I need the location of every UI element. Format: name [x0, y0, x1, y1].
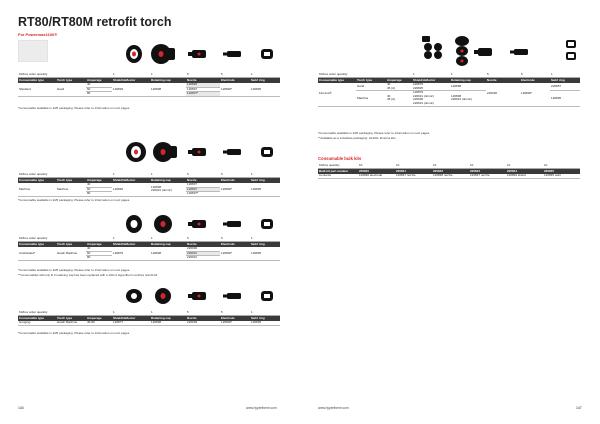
consumable-parts-illustration: [124, 140, 284, 164]
table-cell: 120830*: [220, 183, 250, 196]
bulk-kits-table: [318, 163, 580, 179]
table-note: *Consumable available in kit/5 packaging. Please refer to information on next pages.: [18, 198, 131, 202]
qty-cell: 5: [520, 72, 550, 78]
table-cell: 40: [86, 83, 112, 87]
table-cell: 120835: [250, 247, 280, 260]
qty-cell: 1: [150, 72, 186, 78]
table-cell: Hand: [356, 83, 386, 91]
table-cell: 120879: [112, 247, 150, 260]
table-cell: 60: [86, 87, 112, 92]
table-cell: 120835: [250, 83, 280, 96]
qty-cell: 10: [432, 163, 469, 169]
footer-url-right: www.hypertherm.com: [318, 406, 349, 410]
table-cell: 220879 220825: [412, 83, 450, 91]
table-cell: 120835: [250, 321, 280, 325]
qty-cell: 5: [220, 172, 250, 178]
table-cell: 120837: [186, 183, 220, 187]
table-cell: 120835: [250, 183, 280, 196]
table-cell: 120877: [112, 321, 150, 325]
page-subtitle: For Powermax1100®: [18, 32, 58, 37]
table-cell: 120837 nozzle: [395, 174, 432, 178]
table-cell: 40 45 (A): [386, 91, 412, 106]
table-cell: 120837: [186, 87, 220, 92]
table-cell: 120830*: [220, 321, 250, 325]
table-cell: Machine: [18, 183, 56, 196]
page-number-right: 147: [576, 406, 582, 410]
table-cell: Shielded: [18, 83, 56, 96]
col-header: Swirl ring: [550, 78, 580, 84]
consumable-parts-illustration: [124, 212, 284, 236]
col-header: Electrode: [220, 78, 250, 84]
qty-cell: 1: [150, 310, 186, 316]
table-cell: Hand/ Machine: [56, 321, 86, 325]
table-cell: 120838: [450, 83, 486, 91]
col-header: Shield/deflector: [112, 242, 150, 248]
qty-cell: 5: [220, 236, 250, 242]
col-header: Swirl ring: [250, 78, 280, 84]
col-header: Nozzle: [186, 316, 220, 322]
consumables-table-shielded: [18, 72, 280, 97]
col-header: 220841: [395, 169, 432, 175]
table-cell: 120838 220931 (ohmic): [450, 91, 486, 106]
table-cell: 120837*: [186, 92, 220, 97]
table-cell: 120840: [112, 183, 150, 196]
col-header: 220842: [432, 169, 469, 175]
consumable-parts-illustration: [418, 34, 582, 68]
col-header: Amperage: [386, 78, 412, 84]
table-cell: Gouging: [18, 321, 56, 325]
col-header: Amperage: [86, 316, 112, 322]
col-header: Consumable type: [18, 242, 56, 248]
qty-cell: 1: [112, 236, 150, 242]
col-header: Amperage: [86, 178, 112, 184]
qty-cell: 1: [412, 72, 450, 78]
table-note: *Consumable available in kit/5 packaging. Please refer to information on next pages.: [18, 268, 131, 272]
table-cell: 120838: [150, 321, 186, 325]
col-header: Swirl ring: [250, 178, 280, 184]
table-cell: 120830*: [220, 83, 250, 96]
table-cell: Hand/ Machine: [56, 247, 86, 260]
table-cell: Contents: [318, 174, 358, 178]
col-header: Torch type: [356, 78, 386, 84]
col-header: Amperage: [86, 78, 112, 84]
consumables-table-unshielded: [18, 236, 280, 261]
table-cell: 120838: [150, 247, 186, 260]
col-header: Retaining cap: [150, 316, 186, 322]
table-cell: 120879 220931 (ohmic) 220930 220931 (ohmic): [412, 91, 450, 106]
col-header: Torch type: [56, 316, 86, 322]
col-header: Consumable type: [18, 178, 56, 184]
qty-cell: 5: [220, 310, 250, 316]
col-header: Shield/deflector: [112, 178, 150, 184]
table-note: *Consumable available in kit/5 packaging. Please refer to information on next pages.: [18, 106, 131, 110]
col-header: Electrode: [220, 178, 250, 184]
table-cell: Hand: [56, 83, 86, 96]
qty-cell: 10: [543, 163, 580, 169]
qty-cell: 1: [112, 310, 150, 316]
qty-label: Kit/box order quantity: [18, 172, 112, 178]
table-cell: 40-80: [86, 321, 112, 325]
qty-cell: 1: [150, 236, 186, 242]
qty-cell: 1: [250, 236, 280, 242]
qty-label: Kit/box order quantity: [318, 72, 412, 78]
table-cell: 120837: [186, 187, 220, 192]
qty-cell: 5: [486, 72, 520, 78]
table-cell: 40: [86, 183, 112, 187]
table-cell: 220939: [186, 321, 220, 325]
col-header: 220844: [506, 169, 543, 175]
table-cell: 220857: [550, 83, 580, 91]
col-header: Consumable type: [318, 78, 356, 84]
table-cell: 120835 swirl: [543, 174, 580, 178]
table-cell: 220931: [186, 256, 220, 261]
table-cell: 80: [86, 192, 112, 197]
table-cell: 80: [86, 92, 112, 97]
table-cell: 220930: [186, 247, 220, 251]
col-header: Shield/deflector: [112, 316, 150, 322]
qty-cell: 5: [220, 72, 250, 78]
footer-url-left: www.hypertherm.com: [246, 406, 277, 410]
table-cell: 40: [86, 247, 112, 251]
page-number-left: 144: [18, 406, 24, 410]
col-header: Nozzle: [186, 178, 220, 184]
qty-cell: 1: [250, 172, 280, 178]
col-header: 220845: [543, 169, 580, 175]
qty-cell: 1: [150, 172, 186, 178]
col-header: 220840: [358, 169, 395, 175]
qty-cell: 10: [395, 163, 432, 169]
col-header: Swirl ring: [250, 316, 280, 322]
qty-cell: 10: [506, 163, 543, 169]
table-cell: 80: [86, 256, 112, 261]
table-cell: Machine: [356, 91, 386, 106]
qty-label: Kit/box order quantity: [18, 236, 112, 242]
table-cell: 120837 nozzle: [469, 174, 506, 178]
page-title: RT80/RT80M retrofit torch: [18, 15, 172, 29]
consumables-table-machine: [18, 172, 280, 197]
consumable-parts-illustration: [124, 42, 284, 66]
col-header: Retaining cap: [450, 78, 486, 84]
col-header: Electrode: [220, 316, 250, 322]
col-header: Electrode: [220, 242, 250, 248]
col-header: Electrode: [520, 78, 550, 84]
table-cell: 120829: [186, 83, 220, 87]
col-header: Amperage: [86, 242, 112, 248]
table-cell: 120838 nozzle: [432, 174, 469, 178]
table-cell: 220931: [186, 251, 220, 256]
qty-cell: 5: [186, 72, 220, 78]
table-cell: 120830*: [220, 247, 250, 260]
col-header: Nozzle: [486, 78, 520, 84]
table-cell: 120838 220931 (ohmic): [150, 183, 186, 196]
table-note: *Consumable available in kit/5 packaging. Please refer to information on next pages.: [318, 131, 431, 135]
table-cell: 60: [86, 251, 112, 256]
table-cell: 120829 shield: [506, 174, 543, 178]
col-header: Nozzle: [186, 242, 220, 248]
qty-label: Kit/box quantity: [318, 163, 358, 169]
qty-cell: 1: [550, 72, 580, 78]
table-cell: 60: [86, 187, 112, 192]
qty-label: Kit/box order quantity: [18, 72, 112, 78]
table-note-extra: **Consumables will only fit if retaining cap has been replaced with a 190 of Hypertherm torches retrofit kit: [18, 273, 158, 277]
table-note-extra: **Available as a substitute packaging: HL2/HL FineCut kits.: [318, 136, 397, 140]
col-header: Retaining cap: [150, 178, 186, 184]
table-cell: FineCut®: [318, 83, 356, 106]
consumable-parts-illustration: [124, 286, 284, 306]
qty-cell: 1: [450, 72, 486, 78]
table-note: *Consumable available in kit/5 packaging. Please refer to information on next pages.: [18, 331, 131, 335]
table-cell: Machine: [56, 183, 86, 196]
qty-cell: 1: [112, 72, 150, 78]
col-header: Retaining cap: [150, 78, 186, 84]
qty-cell: 1: [250, 72, 280, 78]
section-title-bulk-kits: Consumable bulk kits: [318, 156, 362, 161]
torch-image-placeholder: [18, 40, 48, 62]
col-header: Torch type: [56, 178, 86, 184]
qty-cell: 1: [112, 172, 150, 178]
table-cell: 120829: [112, 83, 150, 96]
col-header: Consumable type: [18, 78, 56, 84]
qty-cell: 10: [358, 163, 395, 169]
table-cell: 120838: [150, 83, 186, 96]
finecut-consumables-table: [318, 72, 580, 107]
qty-cell: 5: [186, 310, 220, 316]
table-cell: Unshielded*: [18, 247, 56, 260]
qty-label: Kit/box order quantity: [18, 310, 112, 316]
col-header: 220843: [469, 169, 506, 175]
col-header: Torch type: [56, 242, 86, 248]
col-header: Consumable type: [18, 316, 56, 322]
qty-cell: 5: [186, 172, 220, 178]
table-cell: 220930: [486, 83, 520, 106]
table-cell: 40 45 (A): [386, 83, 412, 91]
col-header: Shield/deflector: [112, 78, 150, 84]
consumables-table-gouging: [18, 310, 280, 326]
table-cell: 120837*: [186, 192, 220, 197]
col-header: Bulk kit part number: [318, 169, 358, 175]
qty-cell: 10: [469, 163, 506, 169]
col-header: Torch type: [56, 78, 86, 84]
right-page: [300, 0, 600, 424]
col-header: Shield/deflector: [412, 78, 450, 84]
col-header: Swirl ring: [250, 242, 280, 248]
col-header: Nozzle: [186, 78, 220, 84]
qty-cell: 5: [186, 236, 220, 242]
table-cell: 120830 electrode: [358, 174, 395, 178]
table-cell: 120830*: [520, 83, 550, 106]
col-header: Retaining cap: [150, 242, 186, 248]
qty-cell: 1: [250, 310, 280, 316]
table-cell: 120835: [550, 91, 580, 106]
